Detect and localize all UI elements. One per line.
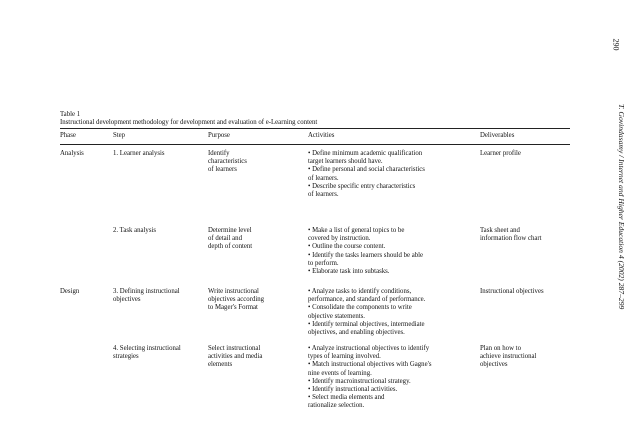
cell-line: elements: [208, 361, 233, 369]
step-cell: [113, 288, 205, 304]
cell-line: performance, and standard of performance.: [308, 296, 426, 304]
cell-line: achieve instructional: [480, 353, 537, 361]
activities-cell: [308, 288, 478, 337]
cell-line: of learners.: [308, 191, 339, 199]
page-number: 290: [611, 38, 621, 51]
cell-line: Select instructional: [208, 345, 261, 352]
cell-line: Plan on how to: [480, 345, 521, 352]
cell-line: • Analyze instructional objectives to identify: [308, 345, 430, 352]
cell-line: covered by instruction.: [308, 235, 371, 243]
purpose-cell: [208, 150, 303, 175]
deliverables-cell: [480, 227, 575, 243]
cell-line: objectives according: [208, 296, 265, 304]
phase-cell: [60, 150, 115, 158]
table-title: Instructional development methodology for development and evaluation of e-Learning content: [60, 119, 318, 127]
cell-line: nine events of learning.: [308, 369, 372, 377]
cell-line: objective statements.: [308, 312, 366, 320]
cell-line: to Mager's Format: [208, 304, 258, 312]
cell-line: • Outline the course content.: [308, 243, 386, 251]
step-cell: [113, 345, 205, 361]
cell-line: • Match instructional objectives with Gagne's: [308, 361, 432, 369]
cell-line: 1. Learner analysis: [113, 150, 165, 157]
header-activities: Activities: [308, 132, 335, 139]
purpose-cell: [208, 345, 303, 370]
cell-line: • Define minimum academic qualification: [308, 150, 423, 157]
activities-cell: [308, 227, 478, 276]
cell-line: • Describe specific entry characteristics: [308, 182, 416, 190]
cell-line: • Select media elements and: [308, 394, 385, 402]
activities-cell: [308, 345, 478, 411]
cell-line: Design: [60, 288, 80, 295]
deliverables-cell: [480, 150, 575, 158]
cell-line: Identify: [208, 150, 230, 157]
cell-line: Instructional objectives: [480, 288, 544, 295]
phase-cell: [60, 288, 115, 296]
cell-line: objectives: [113, 296, 141, 304]
table-header-row: [60, 129, 570, 144]
cell-line: of learners: [208, 166, 237, 174]
purpose-cell: [208, 227, 303, 252]
cell-line: Learner profile: [480, 150, 521, 157]
cell-line: • Identify instructional activities.: [308, 386, 398, 394]
running-header: T. Govindasamy / Internet and Higher Education 4 (2002) 287–299: [617, 104, 626, 310]
cell-line: • Make a list of general topics to be: [308, 227, 405, 234]
cell-line: 3. Defining instructional: [113, 288, 180, 295]
deliverables-cell: [480, 345, 575, 370]
table-label: Table 1: [60, 111, 81, 118]
deliverables-cell: [480, 288, 575, 296]
header-step: Step: [113, 132, 126, 139]
cell-line: target learners should have.: [308, 158, 383, 166]
cell-line: rationalize selection.: [308, 402, 365, 410]
cell-line: • Elaborate task into subtasks.: [308, 268, 390, 276]
header-phase: Phase: [60, 132, 76, 139]
header-purpose: Purpose: [208, 132, 230, 139]
cell-line: Task sheet and: [480, 227, 520, 234]
cell-line: objectives, and enabling objectives.: [308, 329, 405, 337]
cell-line: • Consolidate the components to write: [308, 304, 412, 312]
cell-line: strategies: [113, 353, 139, 361]
step-cell: [113, 150, 205, 158]
cell-line: types of learning involved.: [308, 353, 381, 361]
table-caption: [60, 111, 317, 127]
header-deliverables: Deliverables: [480, 132, 515, 139]
cell-line: to perform.: [308, 259, 339, 267]
cell-line: 4. Selecting instructional: [113, 345, 181, 352]
cell-line: Write instructional: [208, 288, 259, 295]
methodology-table: [60, 128, 570, 420]
cell-line: • Identify the tasks learners should be able: [308, 251, 424, 259]
cell-line: objectives: [480, 361, 508, 369]
cell-line: • Analyze tasks to identify conditions,: [308, 288, 412, 295]
cell-line: • Identify macroinstructional strategy.: [308, 377, 411, 385]
purpose-cell: [208, 288, 303, 313]
cell-line: depth of content: [208, 243, 253, 251]
cell-line: information flow chart: [480, 235, 542, 243]
cell-line: Analysis: [60, 150, 84, 157]
cell-line: • Define personal and social characteristics: [308, 166, 425, 174]
cell-line: of learners.: [308, 174, 339, 182]
cell-line: Determine level: [208, 227, 252, 234]
cell-line: activities and media: [208, 353, 263, 361]
table-body: [60, 145, 570, 420]
cell-line: of detail and: [208, 235, 242, 243]
step-cell: [113, 227, 205, 235]
cell-line: characteristics: [208, 158, 247, 166]
cell-line: • Identify terminal objectives, intermediate: [308, 320, 425, 328]
cell-line: 2. Task analysis: [113, 227, 157, 234]
activities-cell: [308, 150, 478, 199]
